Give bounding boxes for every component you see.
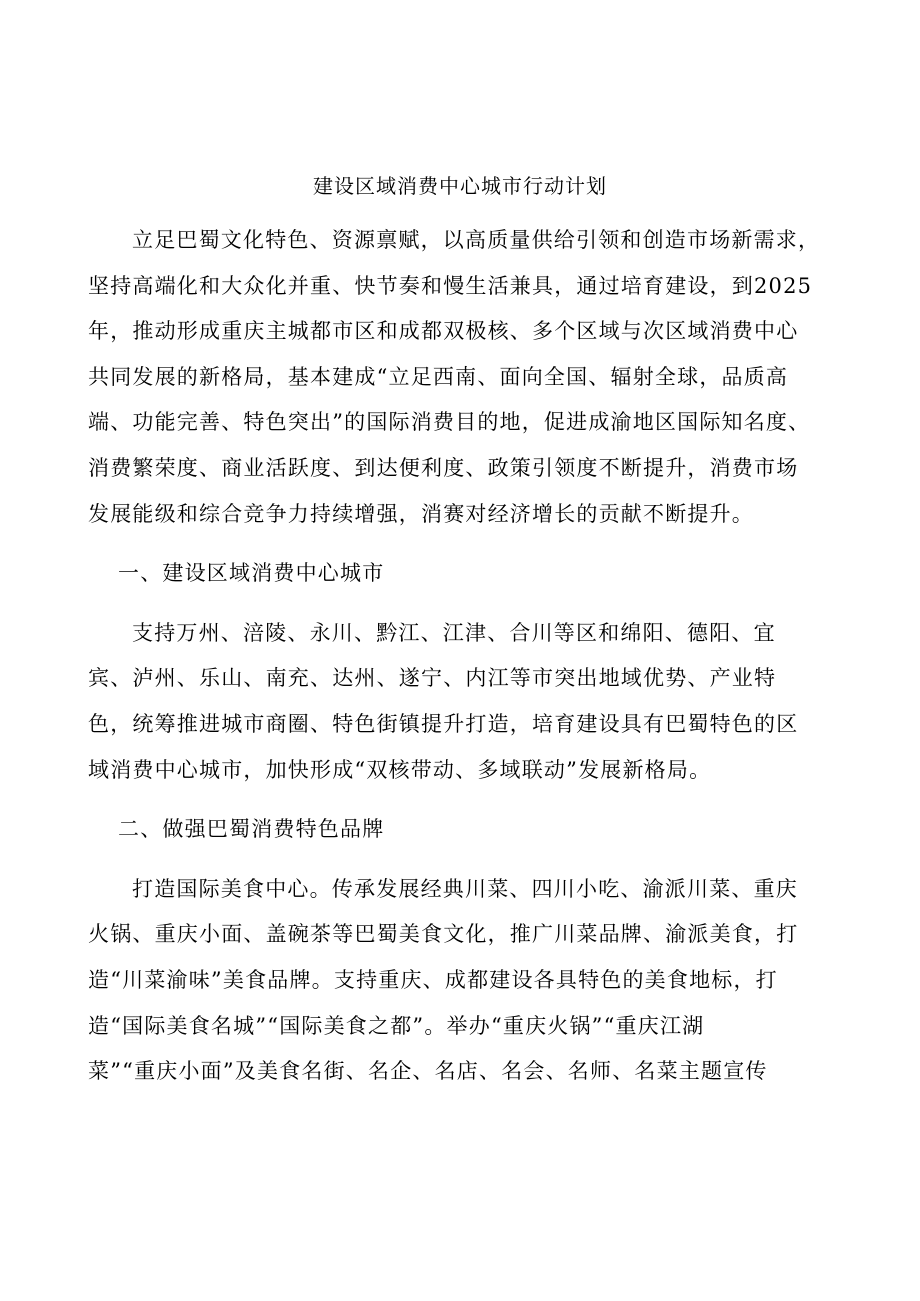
text-line: 造“川菜渝味”美食品牌。支持重庆、成都建设各具特色的美食地标，打 xyxy=(88,967,778,992)
text-line: 支持万州、涪陵、永川、黔江、江津、合川等区和绵阳、德阳、宜 xyxy=(132,620,776,645)
document-title: 建设区域消费中心城市行动计划 xyxy=(313,174,607,198)
document-body xyxy=(88,218,858,1095)
text-line: 立足巴蜀文化特色、资源禀赋，以高质量供给引领和创造市场新需求， xyxy=(132,228,821,252)
paragraph-section-2 xyxy=(88,867,858,1095)
section-heading-2 xyxy=(88,807,858,853)
section-heading-1 xyxy=(88,551,858,597)
section-heading-text: 一、建设区域消费中心城市 xyxy=(118,561,385,586)
text-line: 宾、泸州、乐山、南充、达州、遂宁、内江等市突出地域优势、产业特 xyxy=(88,666,777,691)
text-line: 打造国际美食中心。传承发展经典川菜、四川小吃、渝派川菜、重庆 xyxy=(132,876,798,901)
text-line: 菜”“重庆小面”及美食名街、名企、名店、名会、名师、名菜主题宣传 xyxy=(88,1059,768,1084)
text-line: 坚持高端化和大众化并重、快节奏和慢生活兼具，通过培育建设，到2025 xyxy=(88,273,813,298)
text-line: 造“国际美食名城”“国际美食之都”。举办“重庆火锅”“重庆江湖 xyxy=(88,1013,705,1038)
text-line: 域消费中心城市，加快形成“双核带动、多域联动”发展新格局。 xyxy=(88,757,712,782)
text-line: 年，推动形成重庆主城都市区和成都双极核、多个区域与次区域消费中心 xyxy=(88,319,799,344)
section-heading-text: 二、做强巴蜀消费特色品牌 xyxy=(118,817,385,842)
paragraph-section-1 xyxy=(88,611,858,793)
text-line: 火锅、重庆小面、盖碗茶等巴蜀美食文化，推广川菜品牌、渝派美食，打 xyxy=(88,922,799,947)
text-line: 色，统筹推进城市商圈、特色街镇提升打造，培育建设具有巴蜀特色的区 xyxy=(88,711,799,736)
text-line: 发展能级和综合竞争力持续增强，消赛对经济增长的贡献不断提升。 xyxy=(88,501,754,526)
text-line: 消费繁荣度、商业活跃度、到达便利度、政策引领度不断提升，消费市场 xyxy=(88,455,799,480)
paragraph-intro xyxy=(88,218,858,537)
text-line: 共同发展的新格局，基本建成“立足西南、面向全国、辐射全球，品质高 xyxy=(88,364,789,389)
text-line: 端、功能完善、特色突出”的国际消费目的地，促进成渝地区国际知名度、 xyxy=(88,410,811,435)
